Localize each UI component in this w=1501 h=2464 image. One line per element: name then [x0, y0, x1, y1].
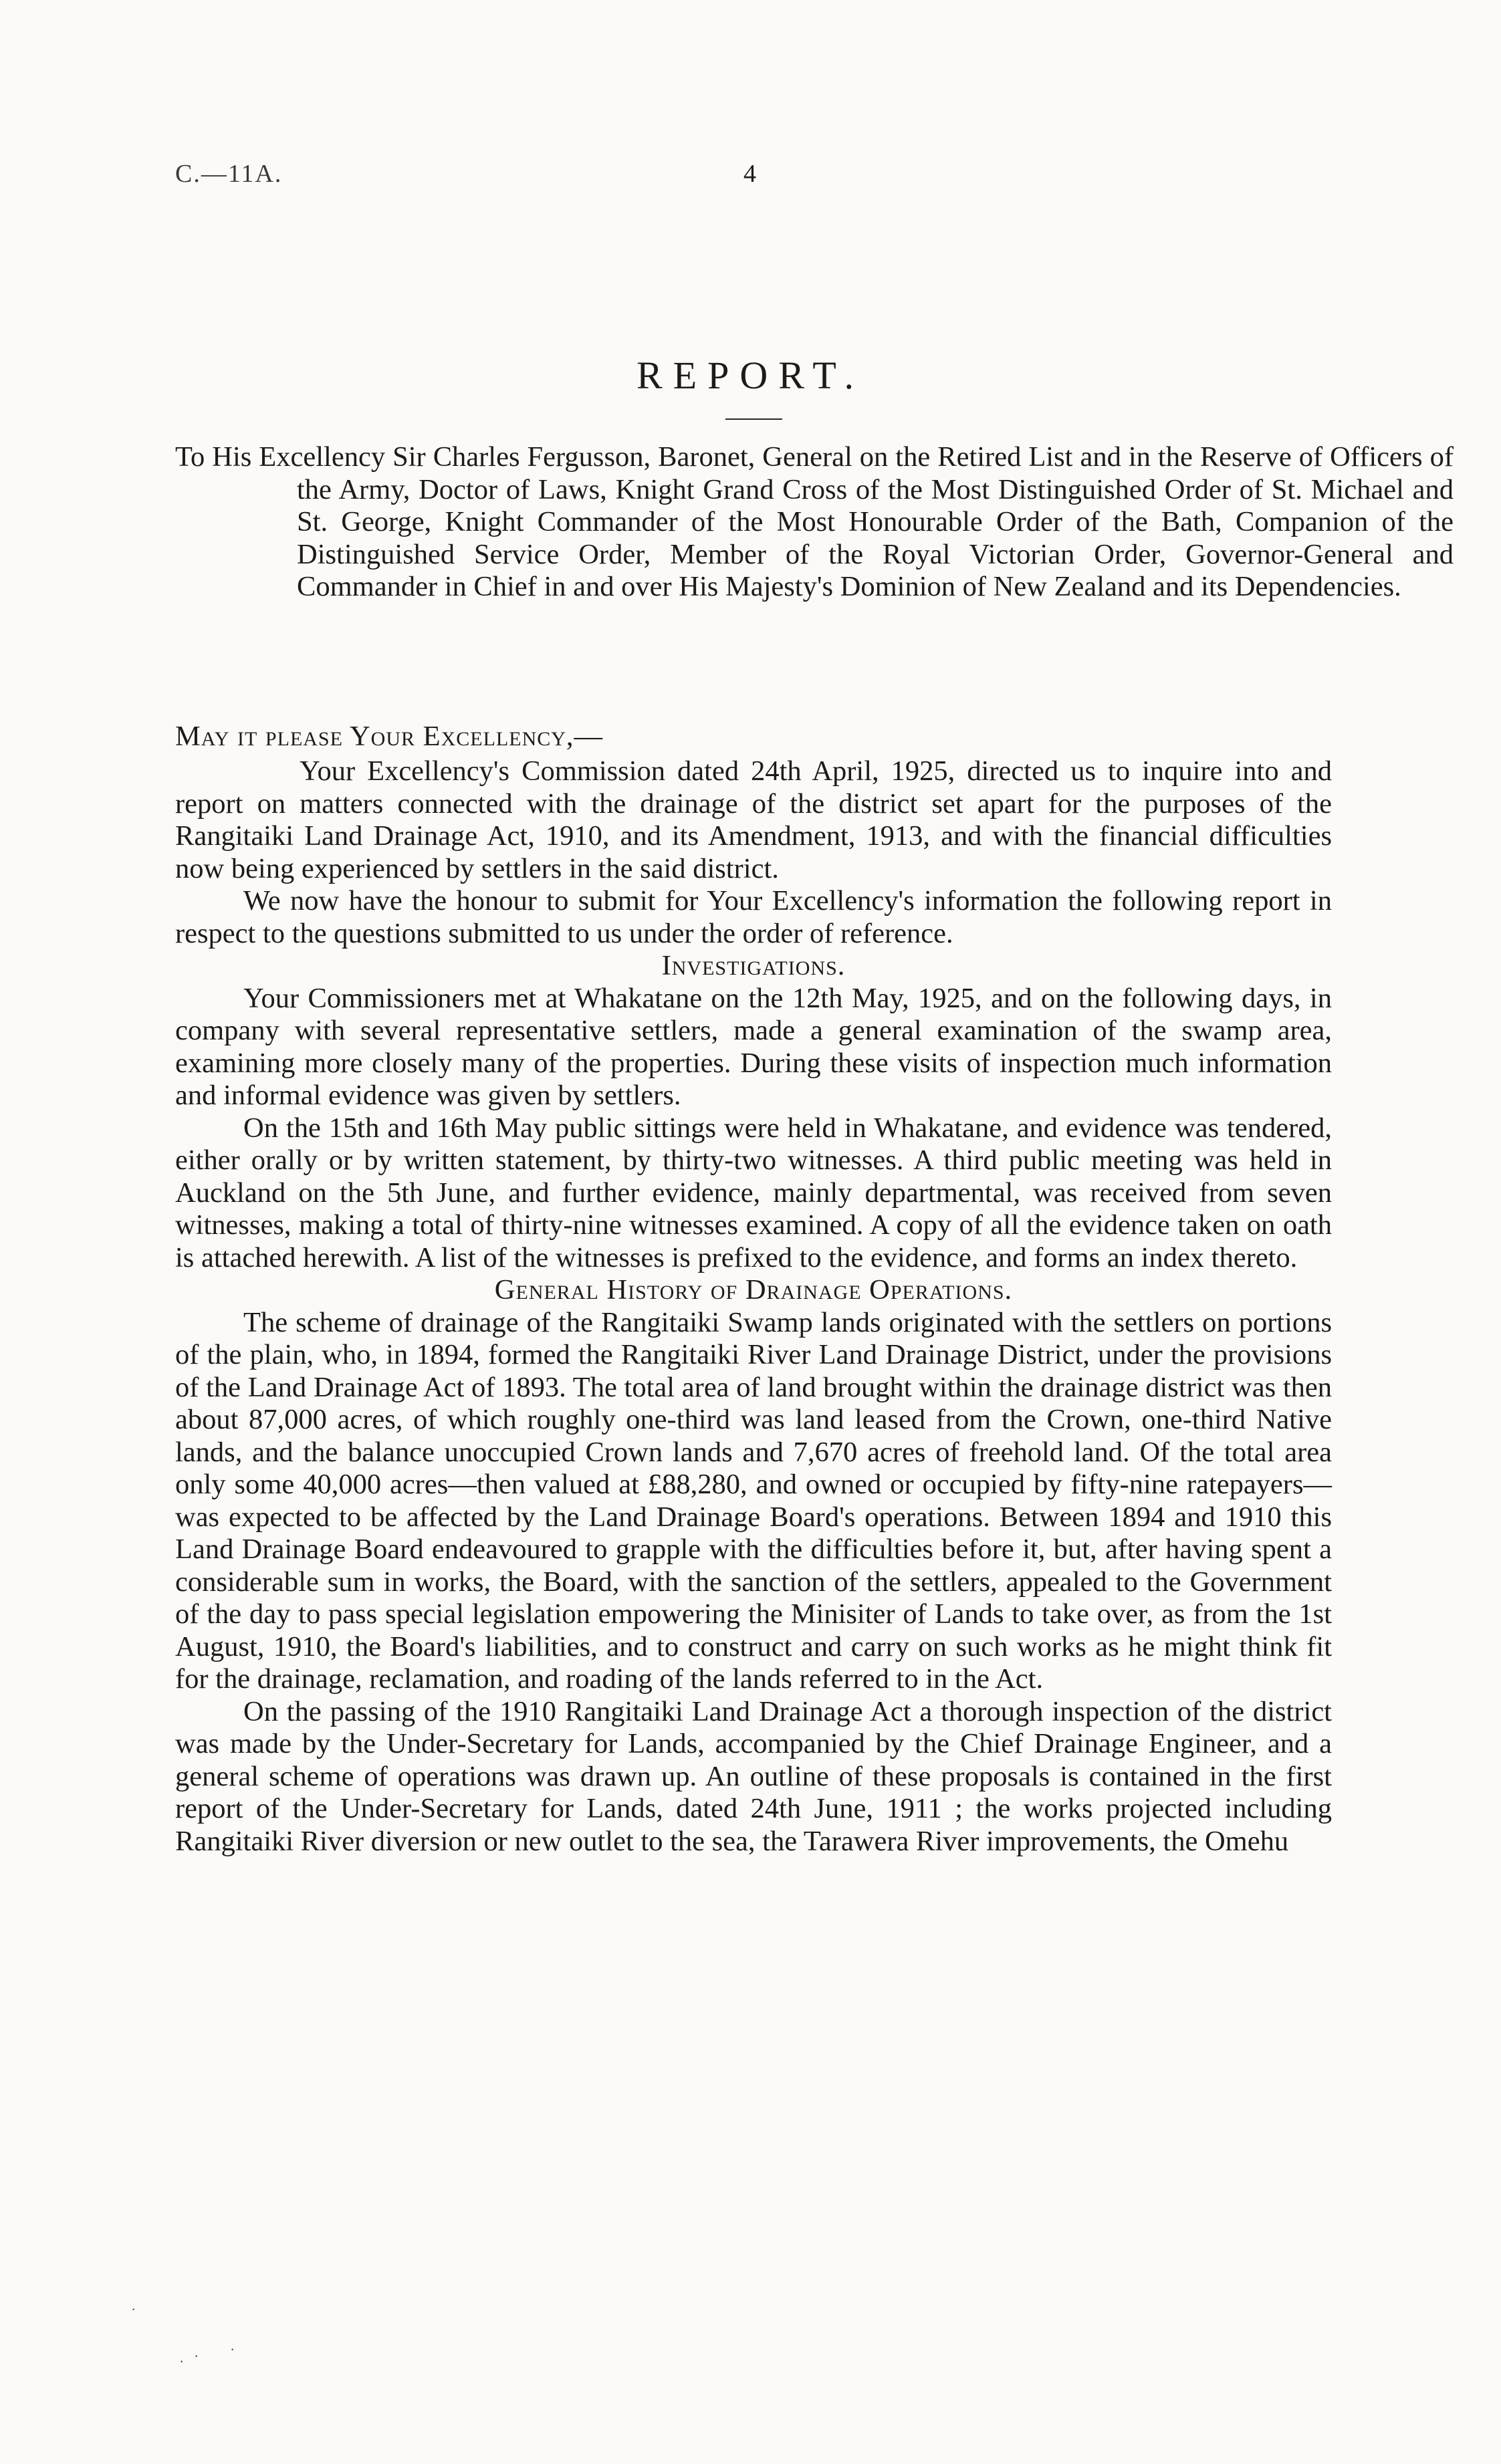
title-divider — [725, 418, 782, 420]
address-block: To His Excellency Sir Charles Fergusson, Baronet, General on the Retired List and in the Reserve of Officers of the Army, Doctor of Laws, Knight Grand Cross of the Most Distinguished Order of St. Michael and St. George, Knight Commander of the Most Honourable Order of the Bath, Companion of the Distinguished Service Order, Member of the Royal Victorian Order, Governor-General and Commander in Chief in and over His Majesty's Dominion of New Zealand and its Dependencies. — [175, 441, 1454, 602]
report-body — [175, 755, 1332, 1858]
document-code: C.—11A. — [175, 160, 283, 188]
paragraph-sittings: On the 15th and 16th May public sittings were held in Whakatane, and evidence was tendered, either orally or by written statement, by thirty-two witnesses. A third public meeting was held in Auckland on the 5th June, and further evidence, mainly departmental, was received from seven witnesses, making a total of thirty-nine witnesses examined. A copy of all the evidence taken on oath is attached herewith. A list of the witnesses is prefixed to the evidence, and forms an index thereto. — [175, 1112, 1332, 1273]
scan-speck: · — [179, 2353, 185, 2370]
salutation: May it please Your Excellency,— — [175, 721, 604, 752]
scan-speck: · — [131, 2301, 136, 2318]
paragraph-1910-act: On the passing of the 1910 Rangitaiki Land Drainage Act a thorough inspection of the district was made by the Under-Secretary for Lands, accompanied by the Chief Drainage Engineer, and a general scheme of operations was drawn up. An outline of these proposals is contained in the first report of the Under-Secretary for Lands, dated 24th June, 1911 ; the works projected including Rangitaiki River diversion or new outlet to the sea, the Tarawera River improvements, the Omehu — [175, 1695, 1332, 1857]
page-number: 4 — [743, 160, 756, 188]
scan-speck: · — [194, 2348, 199, 2364]
report-title: REPORT. — [636, 354, 865, 397]
paragraph-commission: Your Excellency's Commission dated 24th April, 1925, directed us to inquire into and report on matters connected with the drainage of the district set apart for the purposes of the Rangitaiki Land Drainage Act, 1910, and its Amendment, 1913, and with the financial difficulties now being experienced by settlers in the said district. — [175, 755, 1332, 884]
heading-general-history: General History of Drainage Operations. — [494, 1274, 1013, 1306]
paragraph-meetings: Your Commissioners met at Whakatane on the 12th May, 1925, and on the following days, in company with several representative settlers, made a general examination of the swamp area, examining more closely many of the properties. During these visits of inspection much information and informal evidence was given by settlers. — [175, 982, 1332, 1111]
heading-investigations: Investigations. — [661, 950, 846, 981]
paragraph-submission: We now have the honour to submit for Your Excellency's information the following report in respect to the questions submitted to us under the order of reference. — [175, 885, 1332, 949]
page-header — [0, 159, 1501, 199]
paragraph-scheme-origin: The scheme of drainage of the Rangitaiki Swamp lands originated with the settlers on portions of the plain, who, in 1894, formed the Rangitaiki River Land Drainage District, under the provisions of the Land Drainage Act of 1893. The total area of land brought within the drainage district was then about 87,000 acres, of which roughly one-third was land leased from the Crown, one-third Native lands, and the balance unoccupied Crown lands and 7,670 acres of freehold land. Of the total area only some 40,000 acres—then valued at £88,280, and owned or occupied by fifty-nine ratepayers—was expected to be affected by the Land Drainage Board's operations. Between 1894 and 1910 this Land Drainage Board endeavoured to grapple with the difficulties before it, but, after having spent a considerable sum in works, the Board, with the sanction of the settlers, appealed to the Government of the day to pass special legislation empowering the Minisiter of Lands to take over, as from the 1st August, 1910, the Board's liabilities, and to construct and carry on such works as he might think fit for the drainage, reclamation, and roading of the lands referred to in the Act. — [175, 1306, 1332, 1695]
scan-speck: · — [230, 2341, 235, 2358]
